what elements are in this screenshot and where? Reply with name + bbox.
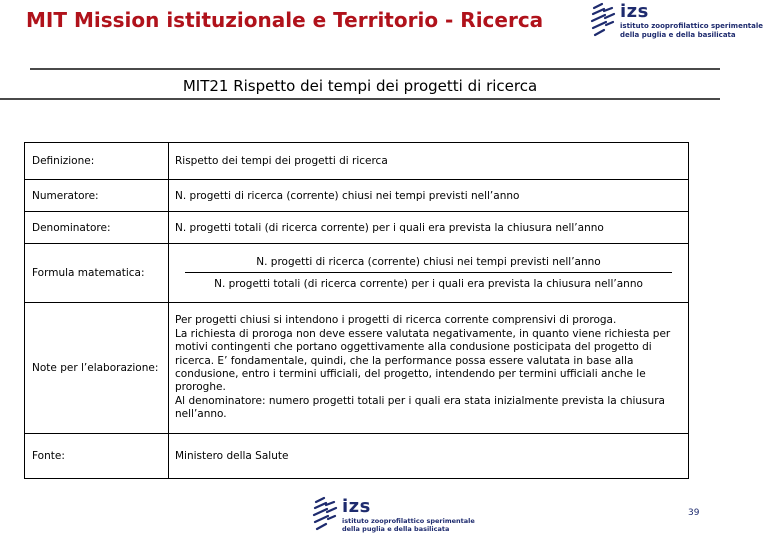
- note-line: nell’anno.: [175, 408, 227, 421]
- row-fonte: [25, 434, 689, 479]
- indicator-table: [24, 142, 689, 479]
- note-line: ricerca. E’ fondamentale, quindi, che la performance possa essere valutata in base alla: [175, 354, 634, 367]
- indicator-title: MIT21 Rispetto dei tempi dei progetti di ricerca: [182, 77, 538, 95]
- fonte-label: Fonte:: [25, 434, 169, 479]
- page-title: MIT Mission istituzionale e Territorio - Ricerca: [26, 8, 544, 32]
- denominatore-value: N. progetti totali (di ricerca corrente) per i quali era prevista la chiusura nell’anno: [169, 212, 689, 244]
- row-denominatore: [25, 212, 689, 244]
- denominatore-label: Denominatore:: [25, 212, 169, 244]
- logo-line2: della puglia e della basilicata: [342, 525, 450, 533]
- izs-mark-icon: [590, 2, 616, 40]
- row-numeratore: [25, 180, 689, 212]
- header-rule: [30, 68, 720, 70]
- formula-label: Formula matematica:: [25, 244, 169, 303]
- izs-logo-top: [590, 2, 763, 40]
- logo-brand: izs: [342, 495, 371, 517]
- row-note: [25, 303, 689, 434]
- note-line: motivi contingenti che portano oggettivamente alla condusione posticipata del progetto di: [175, 341, 652, 354]
- subtitle-rule: [0, 98, 720, 100]
- formula-value: [169, 244, 689, 303]
- note-value: [169, 303, 689, 434]
- definizione-label: Definizione:: [25, 143, 169, 180]
- note-line: proroghe.: [175, 381, 226, 394]
- izs-logo-bottom: [312, 496, 475, 534]
- row-formula: [25, 244, 689, 303]
- note-line: Al denominatore: numero progetti totali per i quali era stata inizialmente prevista la chiusura: [175, 394, 665, 407]
- note-label: Note per l’elaborazione:: [25, 303, 169, 434]
- note-line: Per progetti chiusi si intendono i progetti di ricerca corrente comprensivi di proroga.: [175, 314, 617, 327]
- logo-brand: izs: [620, 1, 649, 22]
- logo-line2: della puglia e della basilicata: [620, 31, 736, 39]
- numeratore-label: Numeratore:: [25, 180, 169, 212]
- formula-fraction: [175, 256, 682, 290]
- row-definizione: [25, 143, 689, 180]
- logo-line1: istituto zooprofilattico sperimentale: [342, 516, 475, 525]
- logo-line1: istituto zooprofilattico sperimentale: [620, 22, 763, 30]
- izs-mark-icon: [312, 496, 338, 534]
- note-line: La richiesta di proroga non deve essere valutata negativamente, in quanto viene richiesta per: [175, 327, 671, 340]
- definizione-value: Rispetto dei tempi dei progetti di ricerca: [169, 143, 689, 180]
- page-number: 39: [688, 508, 700, 518]
- note-line: condusione, entro i termini ufficiali, del progetto, intendendo per termini ufficiali anche le: [175, 368, 646, 380]
- numeratore-value: N. progetti di ricerca (corrente) chiusi nei tempi previsti nell’anno: [169, 180, 689, 212]
- formula-denominator: N. progetti totali (di ricerca corrente) per i quali era prevista la chiusura nell’anno: [214, 278, 643, 290]
- fonte-value: Ministero della Salute: [169, 434, 689, 479]
- formula-numerator: N. progetti di ricerca (corrente) chiusi nei tempi previsti nell’anno: [185, 256, 672, 273]
